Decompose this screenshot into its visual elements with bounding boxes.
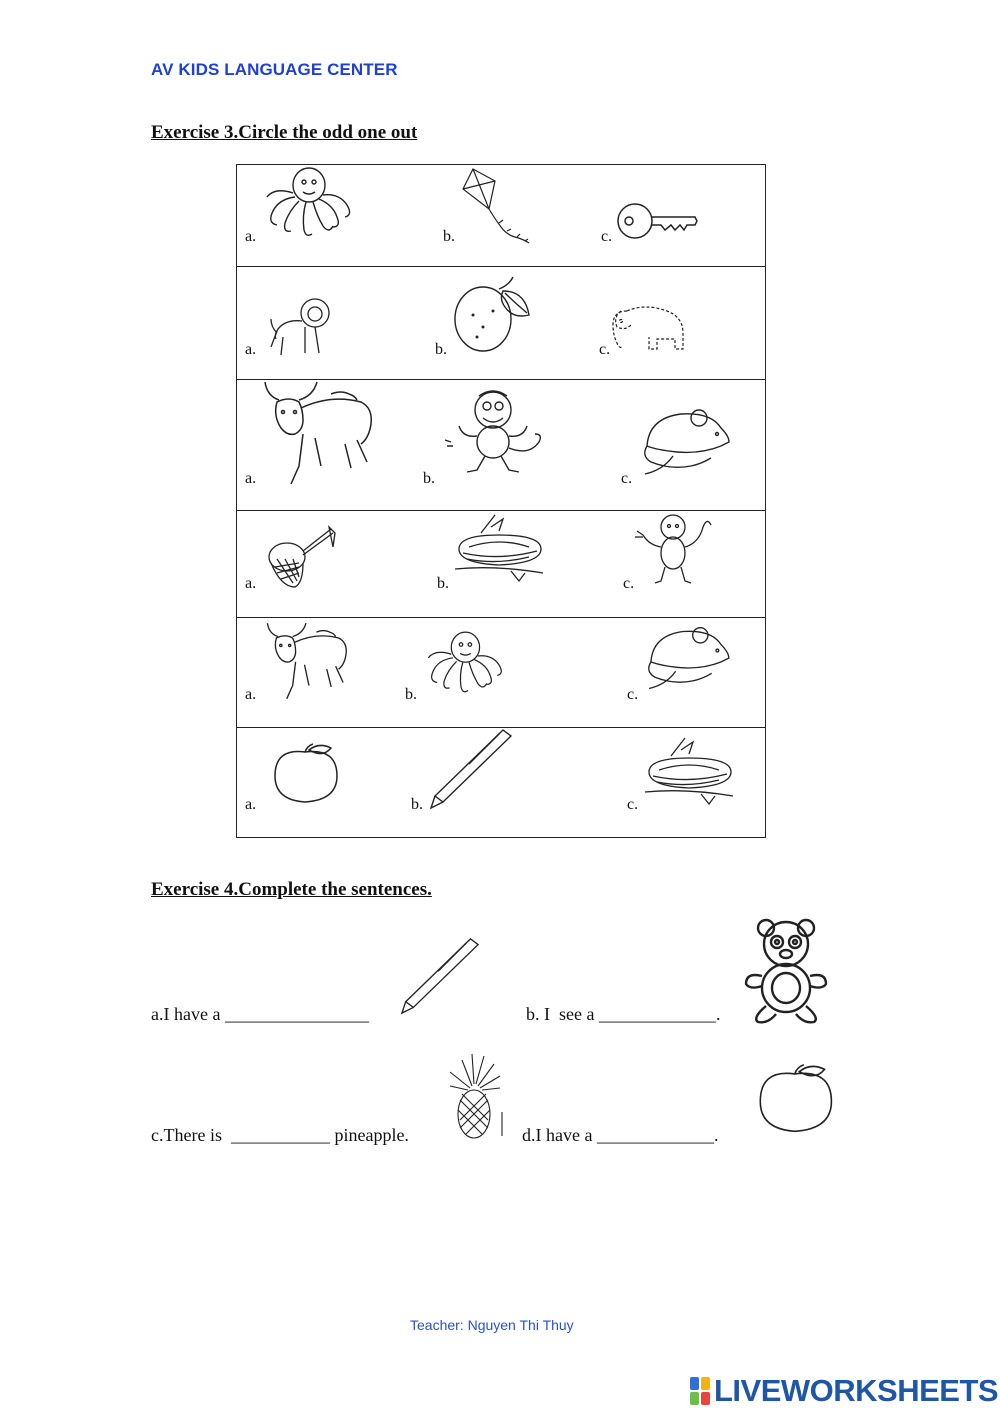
table-row	[237, 618, 765, 728]
sentence-c: c.There is ___________ pineapple.	[151, 1125, 409, 1145]
center-name: AV KIDS LANGUAGE CENTER	[151, 60, 398, 79]
option-letter: b.	[443, 228, 455, 245]
table-row	[237, 267, 765, 380]
nest-icon	[455, 513, 545, 583]
option-letter: b.	[411, 796, 423, 813]
option-letter: a.	[245, 686, 257, 703]
ox-icon	[259, 380, 375, 486]
octopus-icon	[261, 165, 356, 243]
table-row	[237, 728, 765, 837]
liveworksheets-logo	[690, 1373, 998, 1409]
option-letter: b.	[437, 575, 449, 592]
kite-icon	[459, 167, 534, 245]
option-letter: a.	[245, 228, 257, 245]
option-letter: b.	[423, 470, 435, 487]
net-icon	[267, 523, 339, 589]
exercise-4-title: Exercise 4.Complete the sentences.	[151, 879, 432, 900]
ox-icon	[263, 618, 349, 704]
lemon-icon	[453, 275, 531, 353]
option-letter: a.	[245, 341, 257, 358]
option-letter: c.	[601, 228, 613, 245]
mouse-icon	[639, 622, 735, 698]
option-letter: c.	[627, 796, 639, 813]
brand-text: LIVEWORKSHEETS	[714, 1373, 999, 1408]
option-letter: c.	[599, 341, 611, 358]
option-letter: a.	[245, 575, 257, 592]
option-letter: a.	[245, 470, 257, 487]
option-letter: c.	[623, 575, 635, 592]
nest-icon	[645, 736, 735, 806]
monkey-icon	[629, 511, 713, 587]
monkey-cartoon-icon	[443, 390, 547, 476]
teddy-bear-icon	[744, 918, 828, 1024]
table-row	[237, 380, 765, 511]
peach-icon	[758, 1062, 836, 1134]
sentence-b: b. I see a _____________.	[526, 1004, 721, 1024]
option-letter: b.	[435, 341, 447, 358]
exercise-3-title: Exercise 3.Circle the odd one out	[151, 122, 418, 143]
odd-one-out-table	[236, 164, 766, 838]
table-row	[237, 165, 765, 267]
elephant-icon	[607, 301, 685, 359]
table-row	[237, 511, 765, 618]
octopus-icon	[423, 624, 507, 704]
key-icon	[617, 201, 699, 243]
pen-icon	[400, 936, 480, 1016]
sentence-d: d.I have a _____________.	[522, 1125, 719, 1145]
mouse-icon	[637, 404, 733, 484]
option-letter: c.	[627, 686, 639, 703]
pen-icon	[429, 728, 513, 810]
lion-icon	[269, 297, 333, 357]
liveworksheets-icon	[690, 1377, 710, 1405]
option-letter: c.	[621, 470, 633, 487]
teacher-name: Teacher: Nguyen Thi Thuy	[410, 1317, 574, 1333]
option-letter: b.	[405, 686, 417, 703]
sentence-a: a.I have a ________________	[151, 1004, 369, 1024]
pineapple-icon	[446, 1052, 506, 1142]
option-letter: a.	[245, 796, 257, 813]
peach-icon	[273, 742, 341, 804]
